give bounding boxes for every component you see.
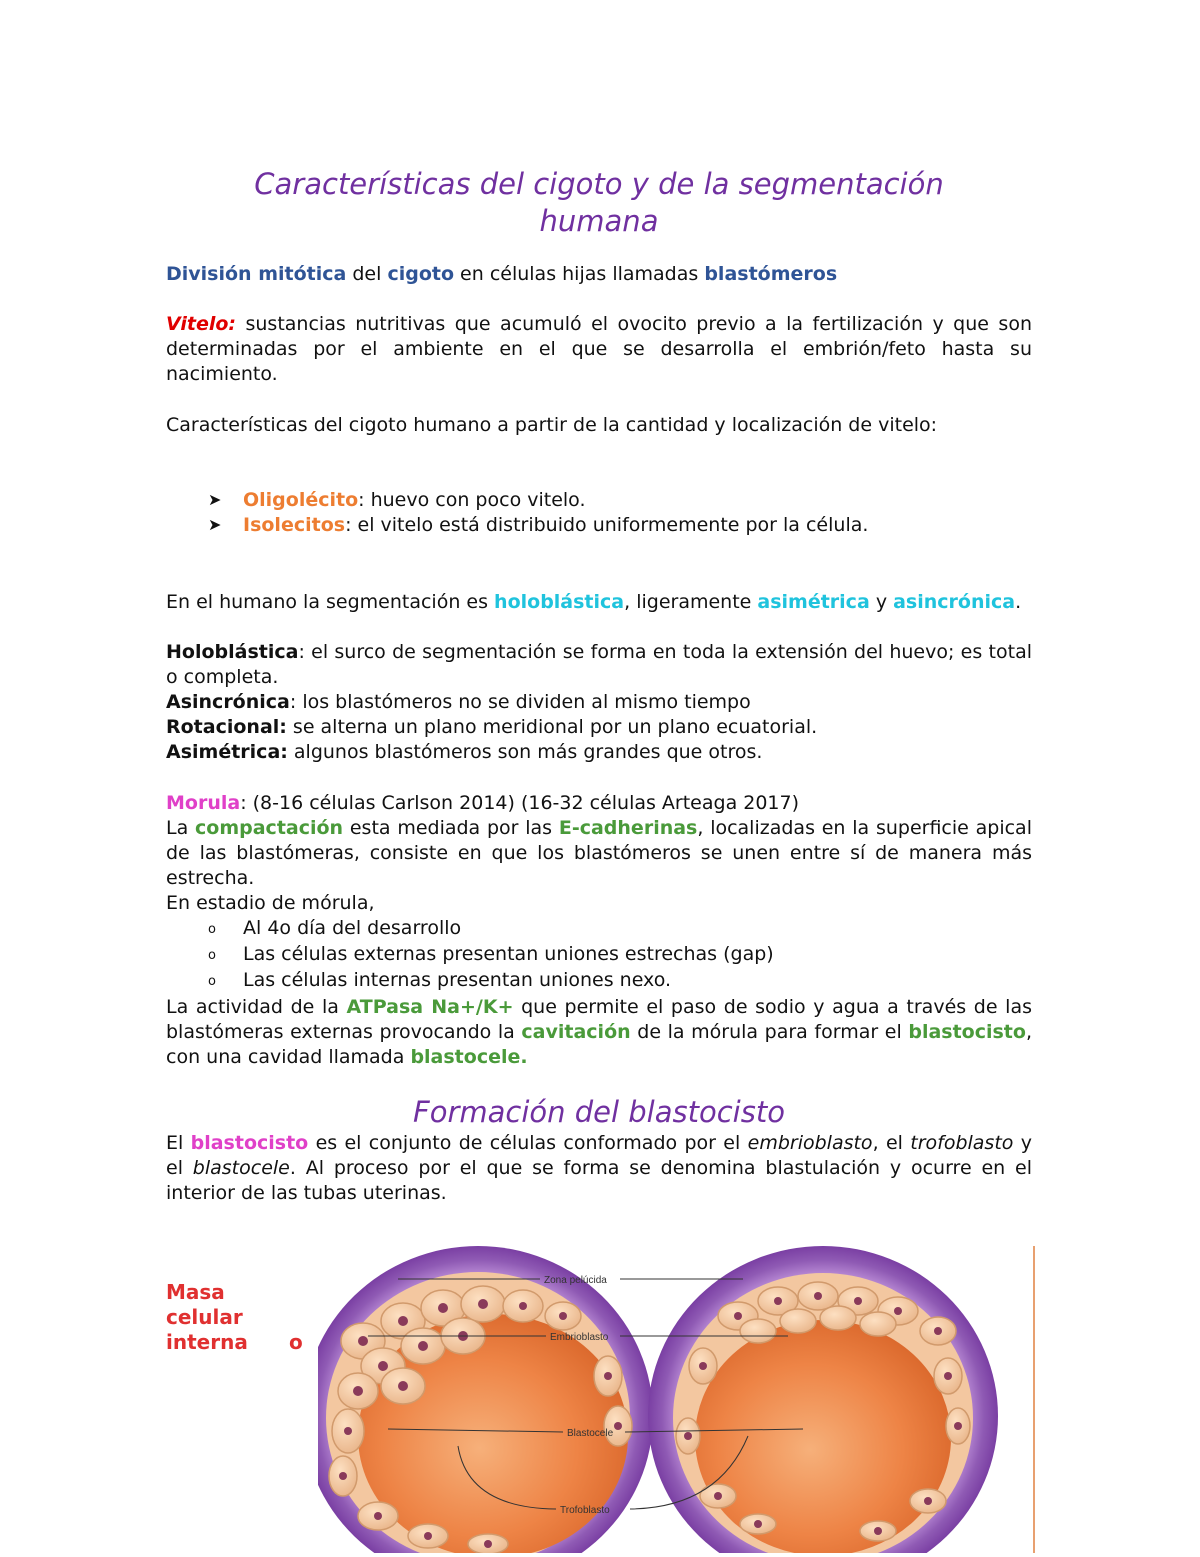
vitelo-paragraph — [166, 312, 1032, 387]
section-title: Formación del blastocisto — [413, 1095, 785, 1129]
circle-bullet-icon: o — [208, 974, 216, 989]
page-title — [166, 166, 1032, 240]
term-asincronica: asincrónica — [893, 591, 1016, 613]
intro-text: del — [346, 263, 388, 285]
blastocyst-figure — [318, 1246, 1035, 1553]
definition-rotacional: Rotacional: se alterna un plano meridional por un plano ecuatorial. — [166, 716, 818, 738]
definition-asincronica: Asincrónica: los blastómeros no se dividen al mismo tiempo — [166, 691, 751, 713]
intro-text: en células hijas llamadas — [454, 263, 705, 285]
term-morula: Morula — [166, 792, 241, 814]
term-atpasa: ATPasa Na+/K+ — [346, 996, 514, 1018]
circle-bullet-icon: o — [208, 948, 216, 963]
caracteristicas-paragraph: Características del cigoto humano a partir de la cantidad y localización de vitelo: — [166, 414, 938, 436]
segmentacion-paragraph: En el humano la segmentación es holoblástica, ligeramente asimétrica y asincrónica. — [166, 591, 1022, 613]
label-zona-pelucida: Zona pelúcida — [544, 1275, 607, 1286]
arrow-bullet-icon: ➤ — [208, 515, 222, 534]
morula-heading: Morula: (8-16 células Carlson 2014) (16-32 células Arteaga 2017) — [166, 792, 800, 814]
arrow-bullet-icon: ➤ — [208, 490, 222, 509]
list-item: Al 4o día del desarrollo — [243, 917, 462, 939]
list-item: Isolecitos: el vitelo está distribuido uniformemente por la célula. — [243, 514, 869, 536]
term-e-cadherinas: E-cadherinas — [558, 817, 698, 839]
term-blastocisto: blastocisto — [908, 1021, 1026, 1043]
term-vitelo: Vitelo: — [166, 313, 237, 335]
term-holoblastica: holoblástica — [494, 591, 625, 613]
title-line-2: humana — [539, 204, 659, 238]
definition-asimetrica: Asimétrica: algunos blastómeros son más grandes que otros. — [166, 741, 763, 763]
term-compactacion: compactación — [195, 817, 344, 839]
list-item: Oligolécito: huevo con poco vitelo. — [243, 489, 586, 511]
title-line-1: Características del cigoto y de la segmentación — [254, 167, 944, 201]
definition-holoblastica: Holoblástica: el surco de segmentación se forma en toda la extensión del huevo; es total o completa. — [166, 641, 1032, 688]
circle-bullet-icon: o — [208, 922, 216, 937]
vitelo-text: sustancias nutritivas que acumuló el ovocito previo a la fertilización y que son determinadas por el ambiente en el que se desarrolla el embrión/feto hasta su nacimiento. — [166, 313, 1032, 385]
side-label: Masa celular interna o — [166, 1280, 303, 1354]
atpasa-paragraph: La actividad de la ATPasa Na+/K+ que permite el paso de sodio y agua a través de las blastómeras externas provocando la cavitación de la mórula para formar el blastocisto, con una cavidad llamada blastocele. — [166, 996, 1032, 1068]
list-item: Las células externas presentan uniones estrechas (gap) — [243, 943, 774, 965]
term-oligolecito: Oligolécito — [243, 489, 359, 511]
term-division: División mitótica — [166, 263, 347, 285]
estadio-text: En estadio de mórula, — [166, 892, 375, 914]
label-embrioblasto: Embrioblasto — [550, 1332, 609, 1343]
blastocyst-illustration — [318, 1246, 1035, 1553]
label-blastocele: Blastocele — [567, 1428, 614, 1439]
term-asimetrica: asimétrica — [757, 591, 870, 613]
term-blastomeros: blastómeros — [704, 263, 838, 285]
compactacion-paragraph: La compactación esta mediada por las E-cadherinas, localizadas en la superficie apical de las blastómeras, consiste en que los blastómeros se unen entre sí de manera más estrecha. — [166, 817, 1032, 889]
term-blastocisto: blastocisto — [190, 1132, 309, 1154]
list-item: Las células internas presentan uniones nexo. — [243, 969, 672, 991]
blastocisto-paragraph: El blastocisto es el conjunto de células conformado por el embrioblasto, el trofoblasto y el blastocele. Al proceso por el que se forma se denomina blastulación y ocurre en el interior de las tubas uterinas. — [166, 1132, 1032, 1204]
intro-paragraph — [166, 262, 1032, 287]
term-blastocele: blastocele. — [410, 1046, 528, 1068]
label-trofoblasto: Trofoblasto — [560, 1505, 610, 1516]
term-cigoto: cigoto — [387, 263, 455, 285]
term-isolecitos: Isolecitos — [243, 514, 346, 536]
term-cavitacion: cavitación — [521, 1021, 631, 1043]
